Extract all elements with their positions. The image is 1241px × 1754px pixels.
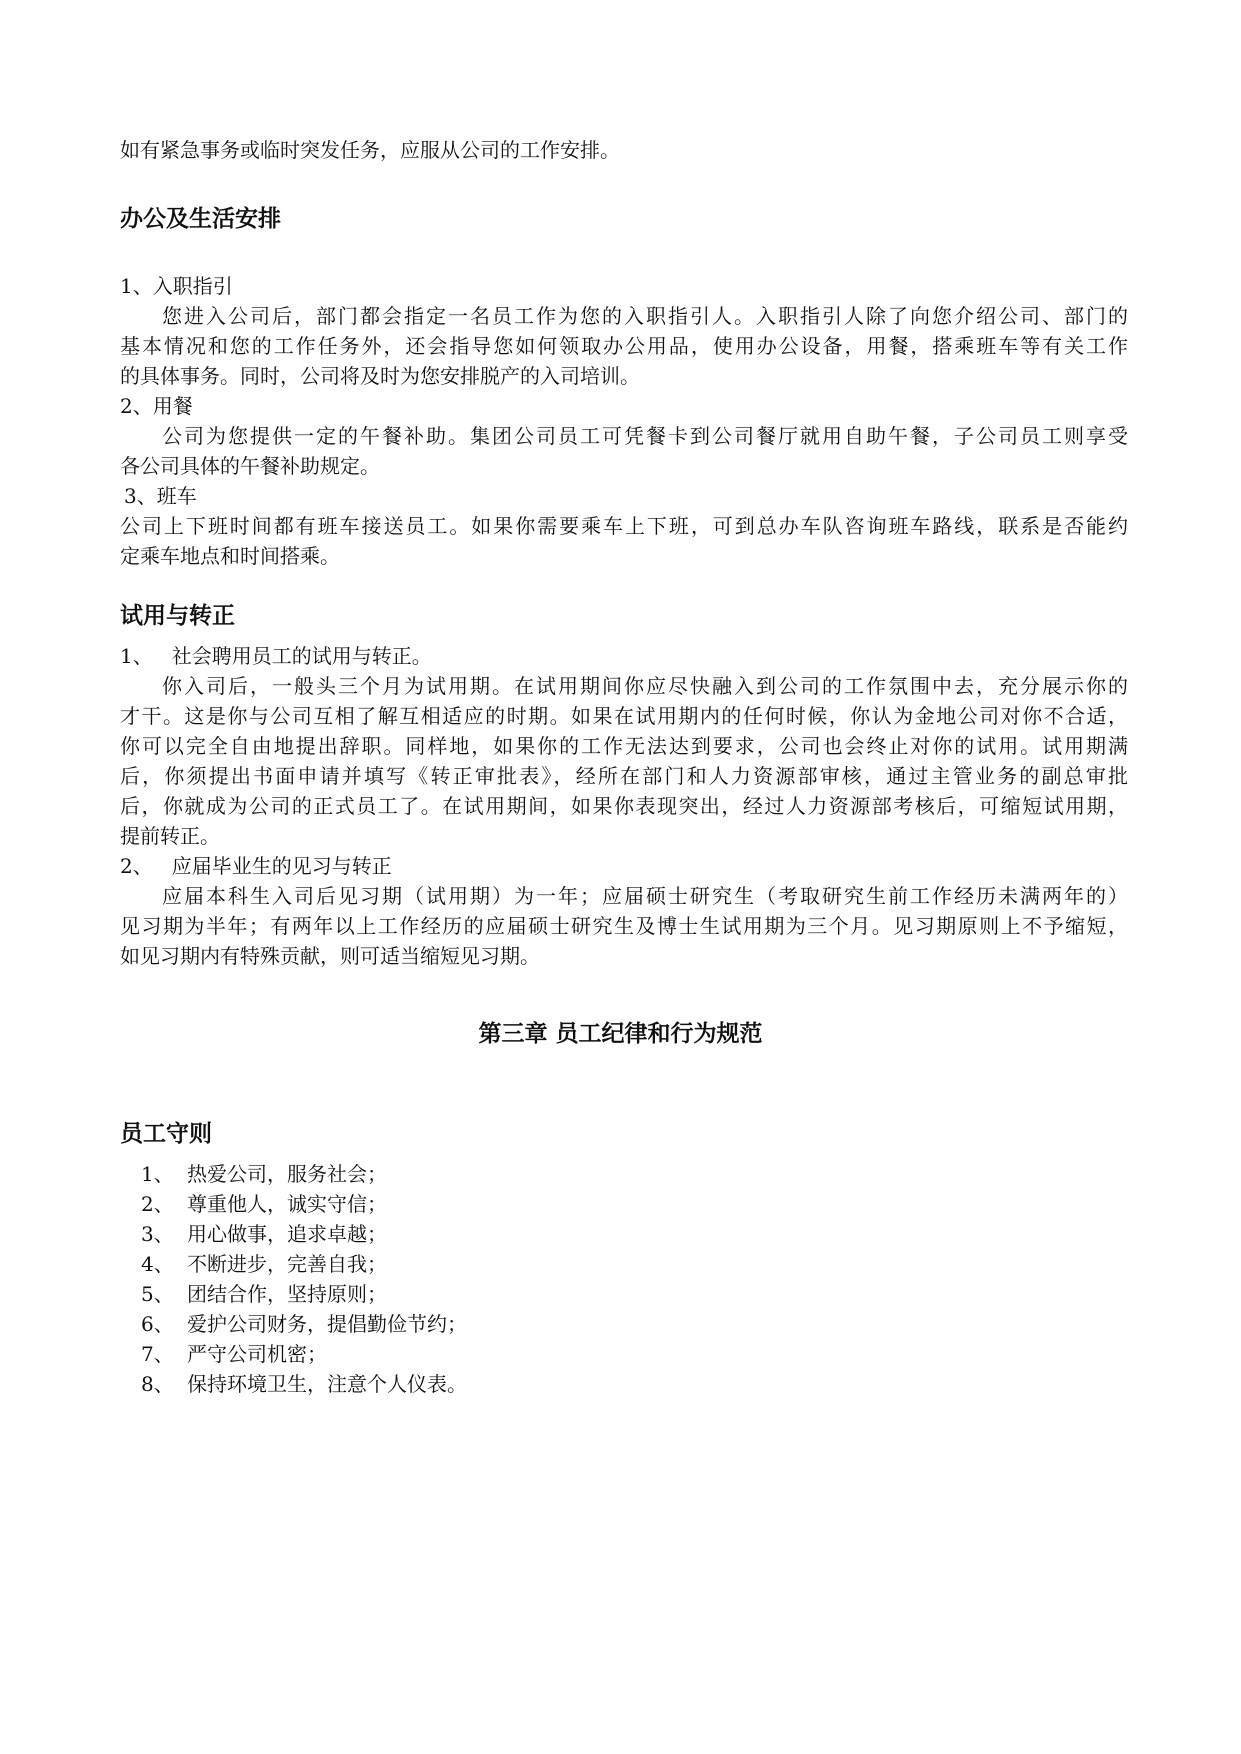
- list-item-text: 不断进步，完善自我；: [187, 1252, 387, 1276]
- intro-paragraph: 如有紧急事务或临时突发任务，应服从公司的工作安排。: [120, 138, 620, 162]
- probation-item1-line: 才干。这是你与公司互相了解互相适应的时期。如果在试用期内的任何时候，你认为金地公司对你不合适，: [120, 704, 1128, 728]
- list-item: [141, 1158, 387, 1190]
- section-heading-rules: 员工守则: [120, 1121, 212, 1147]
- list-item-number: 5、: [141, 1282, 174, 1306]
- office-item2-line: 公司为您提供一定的午餐补助。集团公司员工可凭餐卡到公司餐厅就用自助午餐，子公司员工则享受: [162, 424, 1128, 448]
- probation-item1-line: 你入司后，一般头三个月为试用期。在试用期间你应尽快融入到公司的工作氛围中去，充分展示你的: [162, 674, 1128, 698]
- probation-item1-title: 1、 社会聘用员工的试用与转正。: [120, 644, 432, 668]
- probation-item1-line: 你可以完全自由地提出辞职。同样地，如果你的工作无法达到要求，公司也会终止对你的试用。试用期满: [120, 734, 1128, 758]
- office-item1-line: 您进入公司后，部门都会指定一名员工作为您的入职指引人。入职指引人除了向您介绍公司、部门的: [162, 304, 1128, 328]
- list-item: [141, 1368, 467, 1400]
- office-item3-line: 定乘车地点和时间搭乘。: [120, 544, 340, 568]
- list-item-number: 8、: [141, 1372, 174, 1396]
- section-heading-office: 办公及生活安排: [120, 206, 281, 232]
- list-item-text: 保持环境卫生，注意个人仪表。: [187, 1372, 467, 1396]
- list-item-number: 1、: [141, 1162, 174, 1186]
- list-item-text: 团结合作，坚持原则；: [187, 1282, 387, 1306]
- probation-item1-line: 提前转正。: [120, 824, 220, 848]
- list-item-text: 用心做事，追求卓越；: [187, 1222, 387, 1246]
- chapter-title: 第三章 员工纪律和行为规范: [478, 1021, 763, 1047]
- list-item-number: 6、: [141, 1312, 174, 1336]
- list-item: [141, 1308, 467, 1340]
- probation-item1-line: 后，你须提出书面申请并填写《转正审批表》，经所在部门和人力资源部审核，通过主管业务的副总审批: [120, 764, 1128, 788]
- probation-item2-line: 应届本科生入司后见习期（试用期）为一年；应届硕士研究生（考取研究生前工作经历未满两年的）: [162, 884, 1128, 908]
- list-item-text: 爱护公司财务，提倡勤俭节约；: [187, 1312, 467, 1336]
- list-item: [141, 1218, 387, 1250]
- list-item: [141, 1248, 387, 1280]
- list-item-number: 2、: [141, 1192, 174, 1216]
- probation-item2-title: 2、 应届毕业生的见习与转正: [120, 854, 392, 878]
- list-item: [141, 1278, 387, 1310]
- office-item3-line: 公司上下班时间都有班车接送员工。如果你需要乘车上下班，可到总办车队咨询班车路线，联系是否能约: [120, 514, 1128, 538]
- office-item2-title: 2、用餐: [120, 394, 193, 418]
- probation-item2-line: 如见习期内有特殊贡献，则可适当缩短见习期。: [120, 944, 540, 968]
- list-item-text: 热爱公司，服务社会；: [187, 1162, 387, 1186]
- section-heading-probation: 试用与转正: [120, 603, 235, 629]
- list-item-number: 7、: [141, 1342, 174, 1366]
- list-item-text: 尊重他人，诚实守信；: [187, 1192, 387, 1216]
- list-item: [141, 1338, 327, 1370]
- office-item2-line: 各公司具体的午餐补助规定。: [120, 454, 380, 478]
- probation-item1-line: 后，你就成为公司的正式员工了。在试用期间，如果你表现突出，经过人力资源部考核后，可缩短试用期，: [120, 794, 1128, 818]
- office-item3-title: 3、班车: [124, 484, 197, 508]
- office-item1-title: 1、入职指引: [120, 274, 233, 298]
- probation-item2-line: 见习期为半年；有两年以上工作经历的应届硕士研究生及博士生试用期为三个月。见习期原则上不予缩短，: [120, 914, 1128, 938]
- list-item-number: 3、: [141, 1222, 174, 1246]
- office-item1-line: 的具体事务。同时，公司将及时为您安排脱产的入司培训。: [120, 364, 640, 388]
- list-item-text: 严守公司机密；: [187, 1342, 327, 1366]
- office-item1-line: 基本情况和您的工作任务外，还会指导您如何领取办公用品，使用办公设备，用餐，搭乘班车等有关工作: [120, 334, 1128, 358]
- list-item-number: 4、: [141, 1252, 174, 1276]
- list-item: [141, 1188, 387, 1220]
